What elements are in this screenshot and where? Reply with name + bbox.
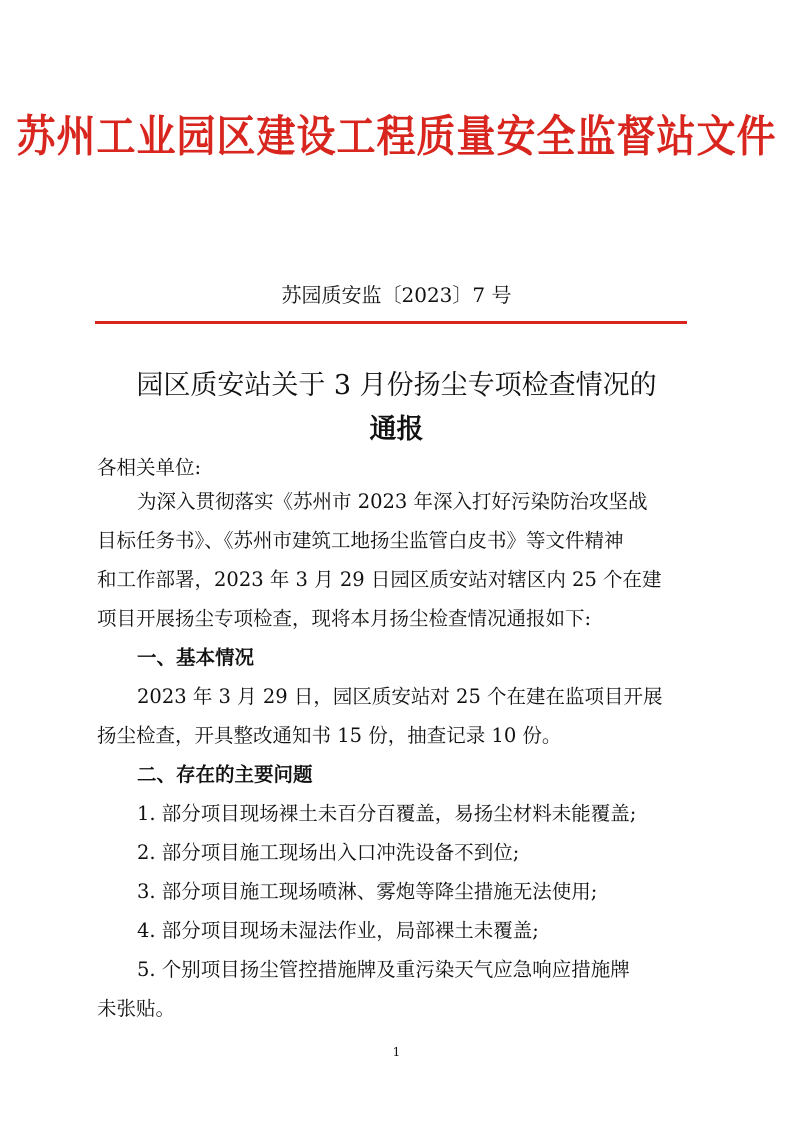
issue-item-continued: 未张贴。 [97, 997, 176, 1020]
document-header-title: 苏州工业园区建设工程质量安全监督站文件 [16, 111, 777, 163]
issue-item: 4. 部分项目现场未湿法作业，局部裸土未覆盖; [137, 919, 539, 942]
issue-item: 3. 部分项目施工现场喷淋、雾炮等降尘措施无法使用; [137, 880, 598, 903]
salutation: 各相关单位: [97, 456, 202, 479]
issue-item: 1. 部分项目现场裸土未百分百覆盖，易扬尘材料未能覆盖; [137, 802, 637, 825]
intro-paragraph-line: 为深入贯彻落实《苏州市 2023 年深入打好污染防治攻坚战 [137, 490, 648, 513]
section1-text-line: 2023 年 3 月 29 日，园区质安站对 25 个在建在监项目开展 [137, 685, 663, 708]
intro-paragraph-line: 目标任务书》、《苏州市建筑工地扬尘监管白皮书》等文件精神 [97, 529, 624, 552]
page-number: 1 [392, 1045, 401, 1059]
notice-title-line2: 通报 [369, 414, 424, 445]
section1-text-line: 扬尘检查，开具整改通知书 15 份，抽查记录 10 份。 [97, 724, 562, 747]
issue-item: 5. 个别项目扬尘管控措施牌及重污染天气应急响应措施牌 [137, 958, 630, 981]
section-heading-issues: 二、存在的主要问题 [137, 763, 313, 786]
section-heading-basic: 一、基本情况 [137, 646, 255, 669]
notice-title-line1: 园区质安站关于 3 月份扬尘专项检查情况的 [136, 370, 657, 401]
red-separator-line [95, 321, 687, 324]
intro-paragraph-line: 项目开展扬尘专项检查，现将本月扬尘检查情况通报如下: [97, 607, 592, 630]
intro-paragraph-line: 和工作部署，2023 年 3 月 29 日园区质安站对辖区内 25 个在建 [97, 568, 662, 591]
issue-item: 2. 部分项目施工现场出入口冲洗设备不到位; [137, 841, 520, 864]
document-number: 苏园质安监〔2023〕7 号 [281, 283, 512, 307]
